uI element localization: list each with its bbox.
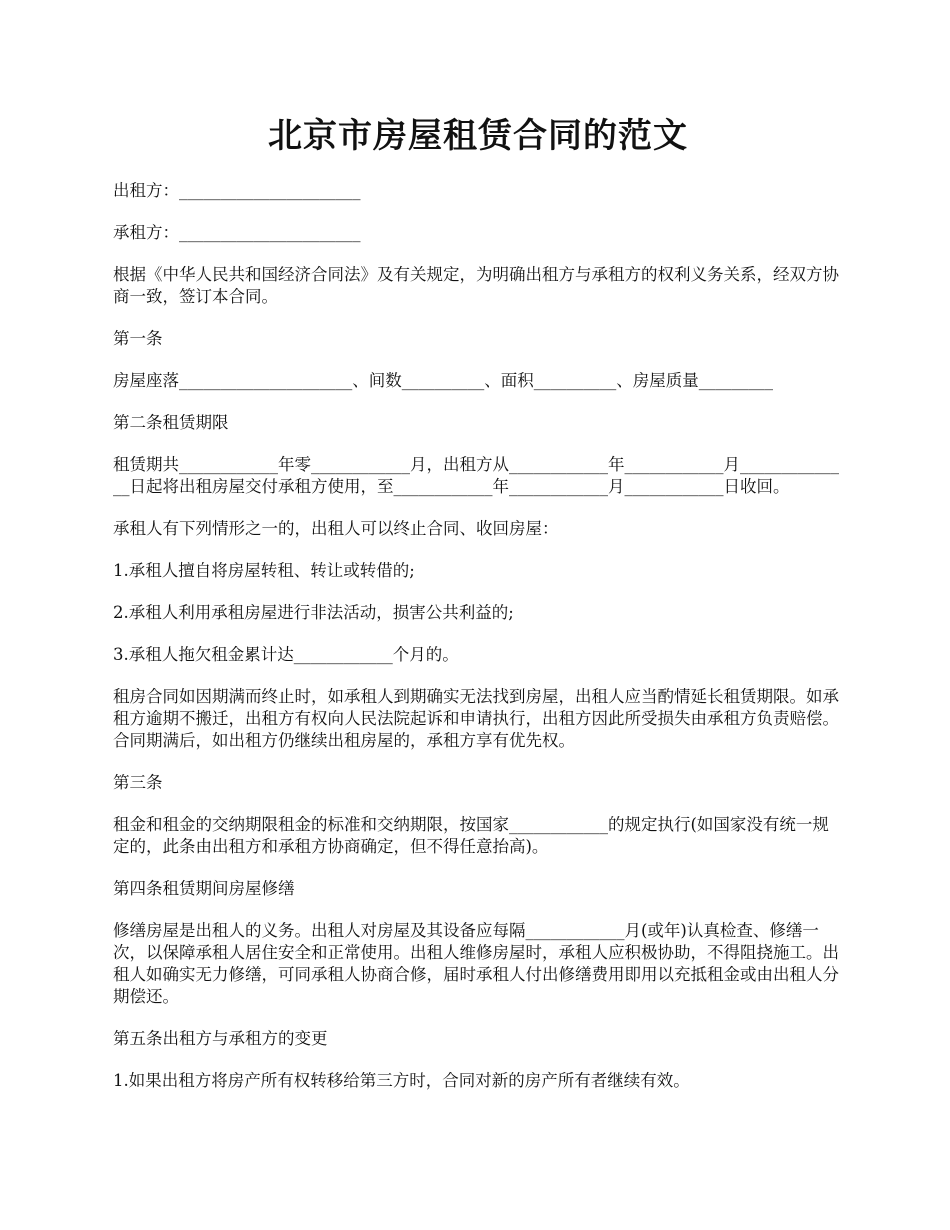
article-4-heading: 第四条租赁期间房屋修缮 <box>113 879 295 898</box>
lessor-line: 出租方：______________________ <box>113 181 361 200</box>
expiry-paragraph: 租房合同如因期满而终止时，如承租人到期确实无法找到房屋，出租人应当酌情延长租赁期限。如承租方逾期不搬迁，出租方有权向人民法院起诉和申请执行，出租方因此所受损失由承租方负责赔偿。合同期满后，如出租方仍继续出租房屋的，承租方享有优先权。 <box>113 687 839 750</box>
article-1-paragraph: 房屋座落_____________________、间数__________、面积__________、房屋质量_________ <box>113 371 773 390</box>
termination-item-2: 2.承租人利用承租房屋进行非法活动，损害公共利益的; <box>113 603 514 622</box>
lessee-line: 承租方：______________________ <box>113 223 361 242</box>
article-3-heading: 第三条 <box>113 773 163 792</box>
termination-item-3: 3.承租人拖欠租金累计达____________个月的。 <box>113 645 459 664</box>
termination-intro: 承租人有下列情形之一的，出租人可以终止合同、收回房屋： <box>113 519 559 538</box>
article-5-heading: 第五条出租方与承租方的变更 <box>113 1029 328 1048</box>
rent-paragraph: 租金和租金的交纳期限租金的标准和交纳期限，按国家____________的规定执行(如国家没有统一规定的，此条由出租方和承租方协商确定，但不得任意抬高)。 <box>113 815 829 856</box>
article-2-heading: 第二条租赁期限 <box>113 413 229 432</box>
preamble-paragraph: 根据《中华人民共和国经济合同法》及有关规定，为明确出租方与承租方的权利义务关系，经双方协商一致，签订本合同。 <box>113 265 839 306</box>
lease-term-paragraph: 租赁期共____________年零____________月，出租方从____________年____________月______________日起将出租房屋交付承租方使用，至____________年____________月____________日收回。 <box>113 455 839 496</box>
repair-paragraph: 修缮房屋是出租人的义务。出租人对房屋及其设备应每隔____________月(或年)认真检查、修缮一次，以保障承租人居住安全和正常使用。出租人维修房屋时，承租人应积极协助，不得阻挠施工。出租人如确实无力修缮，可同承租人协商合修，届时承租人付出修缮费用即用以充抵租金或由出租人分期偿还。 <box>113 921 839 1006</box>
document-body <box>113 180 843 1092</box>
article-1-heading: 第一条 <box>113 329 163 348</box>
document-page <box>113 112 843 1112</box>
termination-item-1: 1.承租人擅自将房屋转租、转让或转借的; <box>113 561 415 580</box>
document-title: 北京市房屋租赁合同的范文 <box>268 116 688 156</box>
change-item-1: 1.如果出租方将房产所有权转移给第三方时，合同对新的房产所有者继续有效。 <box>113 1071 690 1090</box>
